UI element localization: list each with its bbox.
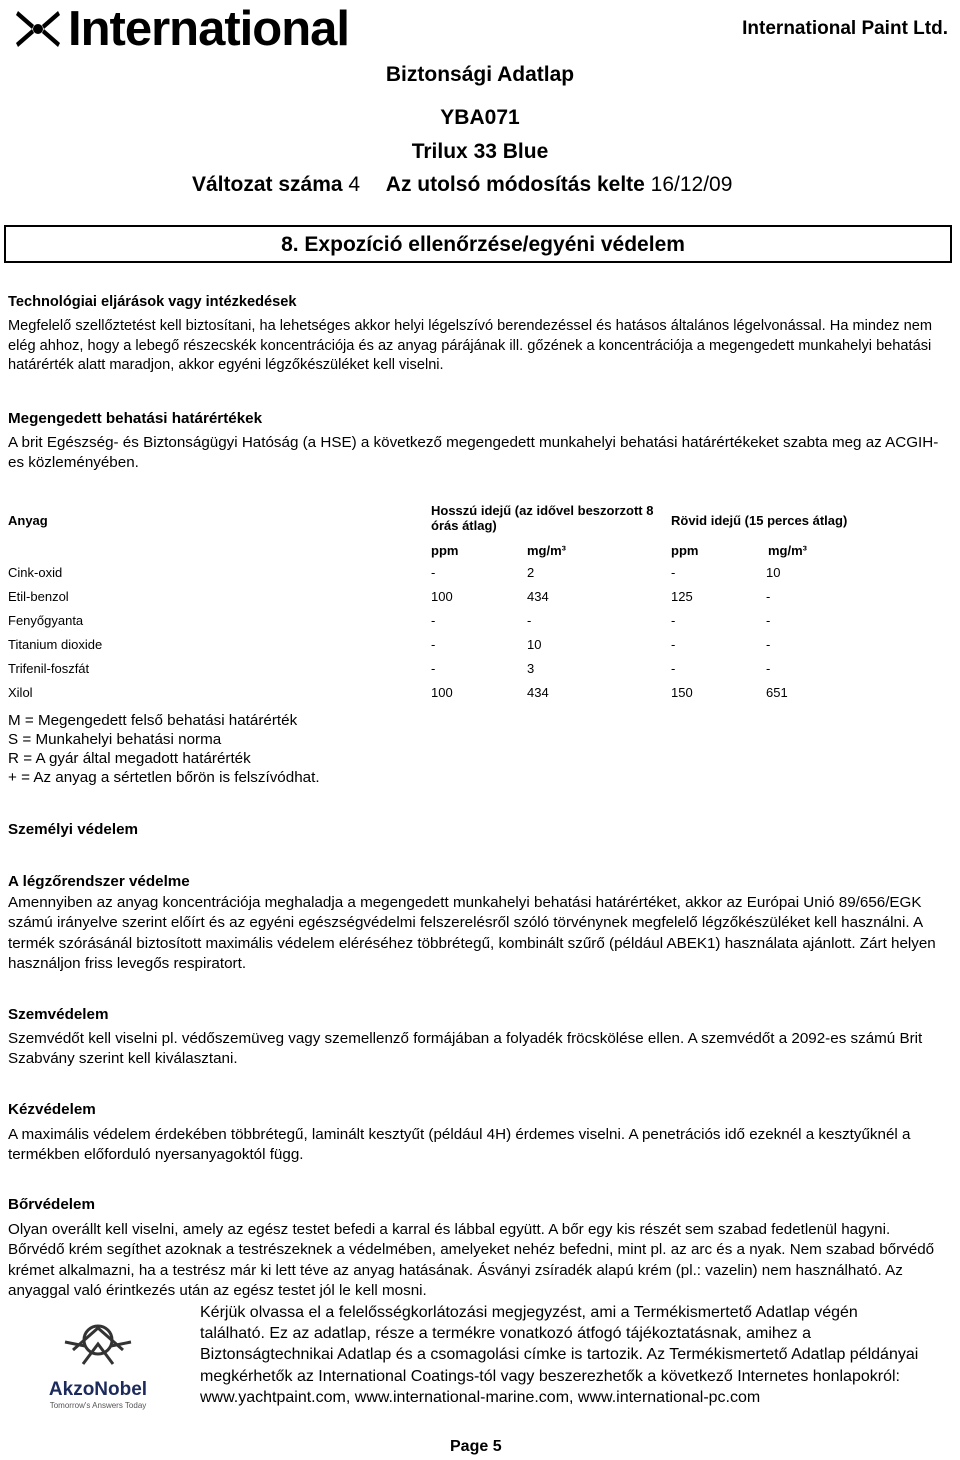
- cell-name: Etil-benzol: [8, 589, 69, 604]
- cell-long-mg: 10: [527, 637, 542, 652]
- cell-short-ppm: 125: [671, 589, 693, 604]
- table-row: [0, 637, 960, 661]
- legend-s: S = Munkahelyi behatási norma: [8, 731, 222, 748]
- cell-short-mg: 651: [766, 685, 788, 700]
- product-name: Trilux 33 Blue: [411, 140, 549, 163]
- cell-name: Trifenil-foszfát: [8, 661, 90, 676]
- section-title-box: [4, 225, 952, 263]
- col-short-term: Rövid idejű (15 perces átlag): [671, 513, 848, 528]
- legend-m: M = Megengedett felső behatási határérték: [8, 712, 298, 729]
- cell-long-ppm: 100: [431, 685, 453, 700]
- cell-short-ppm: -: [671, 661, 676, 676]
- eye-text: Szemvédőt kell viselni pl. védőszemüveg vagy szemellenző formájában a folyadék fröcskölése ellen. A szemvédőt a 2092-es számú Brit Szabvány szerint kell kiválasztani.: [8, 1030, 923, 1068]
- company-name: International Paint Ltd.: [742, 18, 948, 39]
- table-row: [0, 565, 960, 589]
- cell-name: Xilol: [8, 685, 33, 700]
- cell-short-mg: -: [766, 613, 771, 628]
- revised-value: 16/12/09: [650, 173, 733, 196]
- unit-long-ppm: ppm: [431, 543, 459, 558]
- cell-long-mg: 434: [527, 589, 549, 604]
- revised-label: Az utolsó módosítás kelte: [385, 173, 645, 196]
- cell-short-mg: -: [766, 637, 771, 652]
- cell-short-mg: -: [766, 589, 771, 604]
- cell-name: Cink-oxid: [8, 565, 63, 580]
- tech-heading: Technológiai eljárások vagy intézkedések: [8, 294, 297, 310]
- limits-heading: Megengedett behatási határértékek: [8, 410, 263, 427]
- table-row: [0, 661, 960, 685]
- version-line: [192, 173, 732, 197]
- section-title: 8. Expozíció ellenőrzése/egyéni védelem: [281, 233, 685, 256]
- col-long-term: Hosszú idejű (az idővel beszorzott 8 órás átlag): [431, 503, 654, 533]
- table-row: [0, 589, 960, 613]
- hand-text: A maximális védelem érdekében többrétegű, laminált kesztyűt (például 4H) érdemes viselni. A penetrációs idő ezeknél a kesztyűknél a termékben előforduló nyersanyagoktól függ.: [8, 1126, 911, 1164]
- hand-heading: Kézvédelem: [8, 1101, 96, 1118]
- akzonobel-brand: AkzoNobel: [48, 1379, 148, 1400]
- cell-long-ppm: -: [431, 637, 436, 652]
- legend-plus: + = Az anyag a sértetlen bőrön is felszívódhat.: [8, 769, 320, 786]
- table-row: [0, 613, 960, 637]
- page-number: Page 5: [450, 1438, 502, 1455]
- skin-text: Olyan overállt kell viselni, amely az egész testet befedi a karral és lábbal együtt. A bőr egy kis részét sem szabad fedetlenül hagyni. Bőrvédő krém segíthet azoknak a testrészeknek a védelmében, amelyeket nehéz befedni, mint pl. az arc és a nyak. Nem szabad bőrvédő krémet alkalmazni, ha a testrész már ki lett téve az anyag hatásának. Ásványi zsíradék alapú krém (pl.: vazelin) nem használható. Az anyaggal való érintkezés után az egész testet jól le kell mosni.: [8, 1221, 935, 1300]
- cell-long-ppm: -: [431, 565, 436, 580]
- cell-short-ppm: 150: [671, 685, 693, 700]
- legend-r: R = A gyár által megadott határérték: [8, 750, 251, 767]
- international-x-icon: [14, 7, 62, 51]
- akzonobel-logo: [40, 1320, 156, 1410]
- cell-name: Fenyőgyanta: [8, 613, 84, 628]
- resp-text: Amennyiben az anyag koncentrációja meghaladja a megengedett munkahelyi behatási határértéket, akkor az Európai Unió 89/656/EGK számú irányelve szerint előírt és az egyéni egészségvédelmi felszerelésről szóló törvénynek megfelelő légzőkészüléket kell használni. A termék szórásánál biztosított maximális védelem eléréséhez többrétegű, kombinált szűrő (például ABEK1) használata ajánlott. Zárt helyen használjon friss levegős respiratort.: [8, 894, 936, 973]
- cell-long-ppm: -: [431, 613, 436, 628]
- international-logo: [14, 2, 349, 56]
- version-value: 4: [348, 173, 361, 196]
- cell-short-ppm: -: [671, 613, 676, 628]
- eye-heading: Szemvédelem: [8, 1006, 109, 1023]
- cell-long-mg: 434: [527, 685, 549, 700]
- resp-heading: A légzőrendszer védelme: [8, 873, 190, 890]
- cell-short-mg: 10: [766, 565, 781, 580]
- unit-short-ppm: ppm: [671, 543, 699, 558]
- cell-long-ppm: -: [431, 661, 436, 676]
- cell-name: Titanium dioxide: [8, 637, 103, 652]
- akzonobel-figure-icon: [53, 1320, 143, 1372]
- cell-long-mg: -: [527, 613, 532, 628]
- unit-long-mg: mg/m³: [527, 543, 566, 558]
- skin-heading: Bőrvédelem: [8, 1196, 95, 1213]
- cell-short-ppm: -: [671, 637, 676, 652]
- cell-short-ppm: -: [671, 565, 676, 580]
- doc-title: Biztonsági Adatlap: [385, 63, 575, 86]
- logo-text: International: [68, 2, 350, 56]
- version-label: Változat száma: [192, 173, 343, 196]
- product-code: YBA071: [440, 106, 520, 129]
- table-row: [0, 685, 960, 709]
- tech-text: Megfelelő szellőztetést kell biztosítani, ha lehetséges akkor helyi légelszívó berendezéssel és hatásos általános légelvonással. Ha mindez nem elég ahhoz, hogy a lebegő részecskék koncentrációja és az anyag párájának ill. gőzének a koncentrációja a megengedett munkahelyi behatási határérték alatt maradjon, akkor egyéni légzőkészüléket kell viselni.: [8, 318, 932, 374]
- cell-long-mg: 2: [527, 565, 535, 580]
- akzonobel-tagline: Tomorrow's Answers Today: [49, 1401, 147, 1410]
- cell-long-ppm: 100: [431, 589, 453, 604]
- col-substance: Anyag: [8, 513, 48, 528]
- limits-text: A brit Egészség- és Biztonságügyi Hatóság (a HSE) a következő megengedett munkahelyi behatási határértékeket szabta meg az ACGIH-es közleményében.: [8, 434, 939, 472]
- cell-short-mg: -: [766, 661, 771, 676]
- cell-long-mg: 3: [527, 661, 535, 676]
- unit-short-mg: mg/m³: [768, 543, 807, 558]
- footer-note: Kérjük olvassa el a felelősségkorlátozási megjegyzést, ami a Termékismertető Adatlap végén található. Ez az adatlap, része a termékre vonatkozó átfogó tájékoztatásnak, amihez a Biztonságtechnikai Adatlap és a csomagolási címke is tartozik. Az Termékismertető Adatlap példányai megkérhetők az International Coatings-tól vagy beszerezhetők a következő Internetes honlapokról: www.yachtpaint.com, www.international-marine.com, www.international-pc.com: [200, 1304, 919, 1406]
- personal-heading: Személyi védelem: [8, 821, 139, 838]
